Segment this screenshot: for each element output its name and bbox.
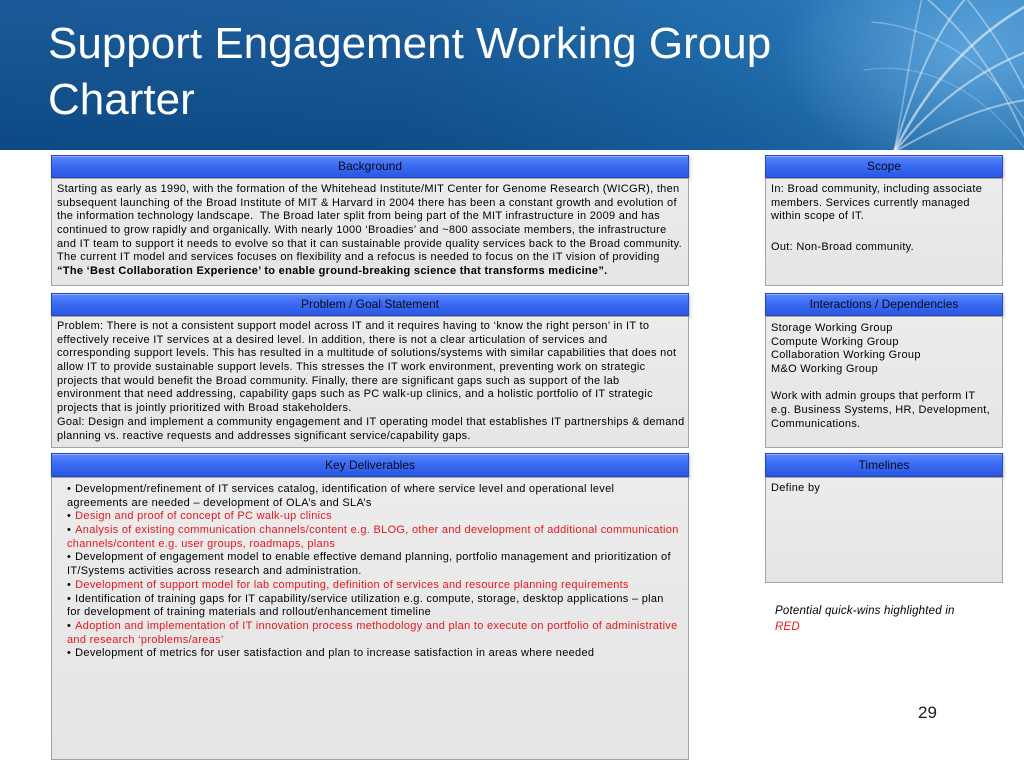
deliverables-box [51, 477, 689, 760]
deliverable-text: Identification of training gaps for IT capability/service utilization e.g. compute, storage, desktop applications – plan [75, 592, 664, 605]
background-line: the information technology landscape. The Broad later split from being part of the MIT infrastructure in 2009 and has [57, 210, 661, 223]
deliverable-item [67, 579, 688, 593]
background-heading: Background [51, 155, 689, 178]
problem-line: corresponding support levels. This has resulted in a multitude of solutions/systems with similar capabilities that does not [57, 347, 677, 360]
background-line: Starting as early as 1990, with the formation of the Whitehead Institute/MIT Center for Genome Research (WICGR), then [57, 183, 680, 195]
deliverable-text: Development/refinement of IT services catalog, identification of where service level and operational level [75, 483, 615, 495]
working-group-item: Collaboration Working Group [771, 349, 921, 362]
deliverable-text: Design and proof of concept of PC walk-up clinics [75, 510, 332, 523]
bullet: • [67, 510, 72, 523]
globe-graphic [854, 0, 1024, 150]
deliverable-text: Analysis of existing communication channels/content e.g. BLOG, other and development of additional communication [75, 524, 679, 537]
problem-line: allow IT to provide sustainable support levels. This stresses the IT work environment, preventing work on strategic [57, 361, 646, 374]
scope-out-line: Out: Non-Broad community. [771, 241, 915, 254]
bullet: • [67, 619, 72, 632]
problem-box [51, 316, 689, 448]
deliverable-text: Adoption and implementation of IT innovation process methodology and plan to execute on portfolio of administrative [75, 619, 678, 632]
problem-line: projects that is jointly prioritized with Broad stakeholders. [57, 402, 352, 415]
quick-wins-highlight-word: RED [775, 621, 800, 633]
quick-wins-note-text: Potential quick-wins highlighted in [775, 605, 955, 617]
interactions-box [765, 316, 1003, 448]
timelines-box [765, 477, 1003, 583]
bullet: • [67, 647, 72, 660]
deliverable-item [67, 647, 688, 661]
problem-line: environment that need addressing, capability gaps such as PC walk-up clinics, and a holistic portfolio of IT strategic [57, 388, 653, 401]
header-band [0, 0, 1024, 150]
background-line: subsequent launching of the Broad Institute of MIT & Harvard in 2004 there has been a constant growth and evolution of [57, 196, 677, 209]
vision-statement: “The ‘Best Collaboration Experience’ to enable ground-breaking science that transforms medicine”. [57, 265, 608, 278]
timelines-text: Define by [771, 482, 821, 494]
bullet: • [67, 551, 72, 564]
timelines-heading: Timelines [765, 453, 1003, 477]
goal-line: planning vs. reactive requests and addresses significant service/capability gaps. [57, 429, 471, 442]
deliverable-item [67, 551, 688, 578]
deliverable-text: agreements are needed – development of OLA’s and SLA’s [67, 496, 372, 509]
page-number: 29 [918, 703, 937, 722]
problem-heading: Problem / Goal Statement [51, 293, 689, 316]
deliverable-text: for development of training materials and rollout/enhancement timeline [67, 606, 432, 619]
deliverable-text: and research ‘problems/areas’ [67, 633, 224, 646]
problem-line: projects that would benefit the Broad community. Finally, there are significant gaps such as support of the lab [57, 374, 620, 387]
deliverable-text: Development of metrics for user satisfaction and plan to increase satisfaction in areas where needed [75, 647, 595, 660]
interactions-heading: Interactions / Dependencies [765, 293, 1003, 316]
deliverable-item [67, 620, 688, 647]
interactions-note-line: Communications. [771, 417, 861, 430]
background-line: continued to grow rapidly and organically. With nearly 1000 ‘Broadies’ and ~800 associate members, the infrastructure [57, 224, 667, 237]
working-group-item: Storage Working Group [771, 322, 893, 334]
bullet: • [67, 483, 72, 495]
bullet: • [67, 578, 72, 591]
deliverable-item [67, 524, 688, 551]
deliverables-heading: Key Deliverables [51, 453, 689, 477]
working-group-item: M&O Working Group [771, 363, 878, 376]
interactions-note-line: Work with admin groups that perform IT [771, 390, 976, 403]
deliverable-item [67, 510, 688, 524]
bullet: • [67, 592, 72, 605]
problem-line: Problem: There is not a consistent support model across IT and it requires having to ‘know the right person’ in IT to [57, 320, 650, 332]
bullet: • [67, 524, 72, 537]
slide-title: Support Engagement Working Group Charter [48, 19, 772, 124]
scope-in-line: within scope of IT. [771, 210, 865, 223]
deliverable-text: channels/content e.g. user groups, roadmaps, plans [67, 537, 336, 550]
scope-in-line: members. Services currently managed [771, 196, 970, 209]
deliverable-text: IT/Systems activities across research and administration. [67, 565, 362, 578]
deliverable-item [67, 593, 688, 620]
background-line: The current IT model and services focuses on flexibility and a refocus is needed to focus on the IT vision of providing [57, 251, 660, 264]
interactions-note-line: e.g. Business Systems, HR, Development, [771, 404, 990, 417]
spacer [771, 224, 1002, 241]
working-group-item: Compute Working Group [771, 335, 899, 348]
scope-box [765, 178, 1003, 286]
problem-line: effectively receive IT services at a desired level. In addition, there is not a clear articulation of services and [57, 333, 608, 346]
spacer [771, 377, 1002, 391]
scope-in-line: In: Broad community, including associate [771, 183, 983, 195]
background-box [51, 178, 689, 286]
background-line: and IT team to support it needs to evolve so that it can sustainable provide quality services back to the Broad community. [57, 237, 683, 250]
goal-line: Goal: Design and implement a community engagement and IT operating model that establishes IT partnerships & demand [57, 415, 685, 428]
deliverable-item [67, 483, 688, 510]
deliverable-text: Development of support model for lab computing, definition of services and resource planning requirements [75, 578, 629, 591]
deliverable-text: Development of engagement model to enable effective demand planning, portfolio management and prioritization of [75, 551, 671, 564]
quick-wins-note [775, 603, 1015, 635]
scope-heading: Scope [765, 155, 1003, 178]
